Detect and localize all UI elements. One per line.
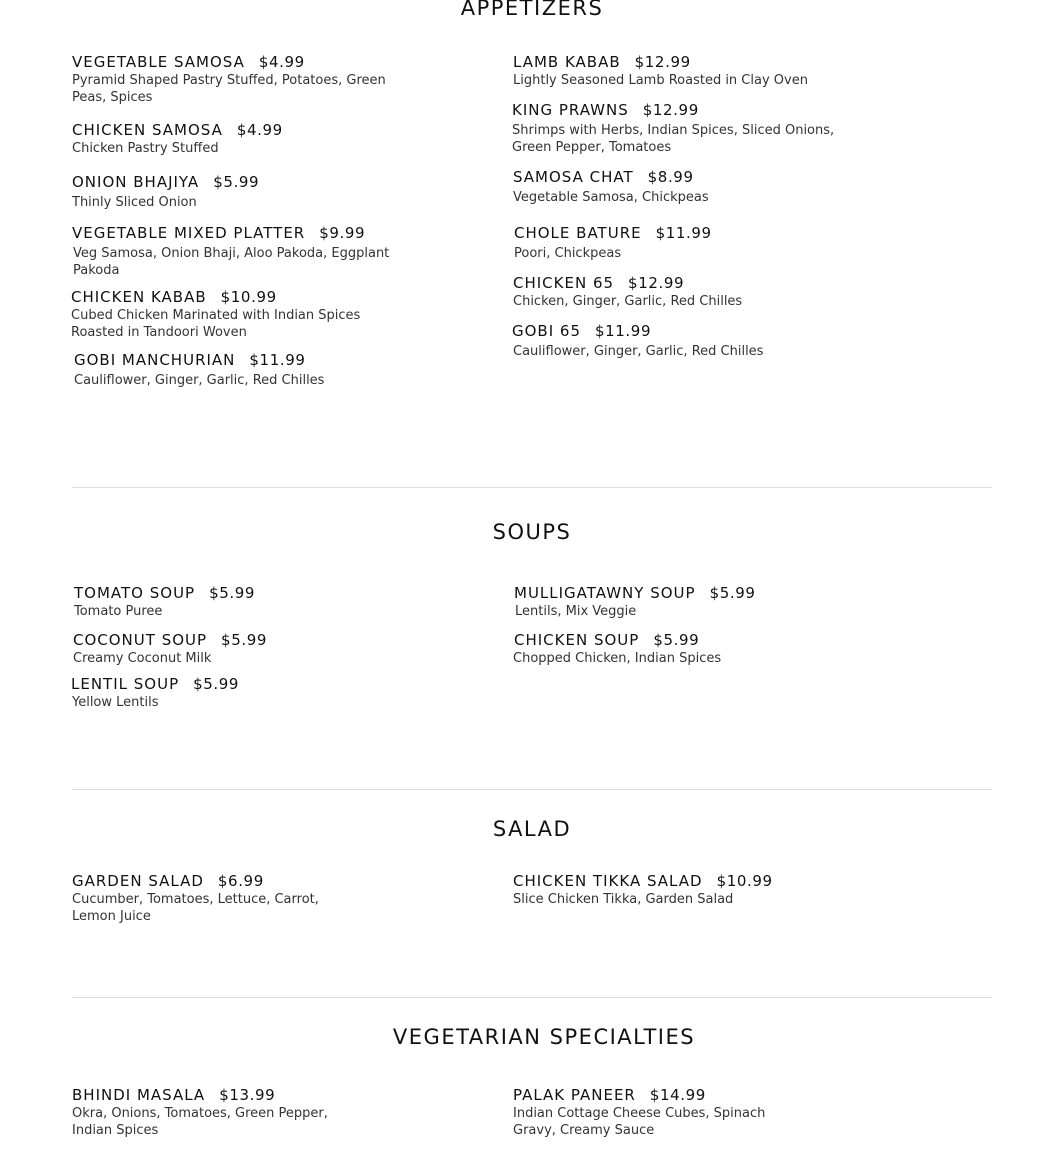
item-name: GARDEN SALAD — [72, 872, 204, 890]
item-name: ONION BHAJIYA — [72, 173, 200, 191]
menu-item-onion-bhajiya — [72, 173, 392, 211]
item-price: $5.99 — [209, 584, 256, 602]
item-name: VEGETABLE MIXED PLATTER — [72, 224, 306, 242]
item-description: Poori, Chickpeas — [514, 246, 622, 261]
item-name: GOBI 65 — [512, 322, 581, 340]
item-description: Okra, Onions, Tomatoes, Green Pepper, Indian Spices — [72, 1106, 328, 1138]
menu-item-mulligatawny-soup — [514, 584, 874, 620]
menu-item-vegetable-mixed-platter — [72, 224, 392, 279]
menu-item-gobi-65 — [512, 322, 872, 360]
item-name: BHINDI MASALA — [72, 1086, 206, 1104]
item-description: Pyramid Shaped Pastry Stuffed, Potatoes, Green Peas, Spices — [72, 73, 386, 105]
item-price: $4.99 — [258, 53, 305, 71]
menu-item-gobi-manchurian — [74, 351, 394, 389]
item-price: $6.99 — [217, 872, 264, 890]
section-divider — [72, 997, 992, 998]
item-price: $4.99 — [236, 121, 283, 139]
section-divider — [72, 789, 992, 790]
item-description: Tomato Puree — [74, 604, 163, 619]
item-name: CHICKEN SOUP — [514, 631, 640, 649]
item-description: Chicken, Ginger, Garlic, Red Chilles — [513, 294, 743, 309]
item-description: Lightly Seasoned Lamb Roasted in Clay Oven — [513, 73, 808, 88]
item-price: $5.99 — [213, 173, 260, 191]
menu-item-chicken-65 — [513, 274, 873, 310]
item-name: CHICKEN SAMOSA — [72, 121, 223, 139]
item-name: LAMB KABAB — [513, 53, 621, 71]
item-name: LENTIL SOUP — [71, 675, 180, 693]
item-price: $11.99 — [249, 351, 306, 369]
menu-item-vegetable-samosa — [72, 53, 392, 106]
menu-item-chicken-samosa — [72, 121, 392, 157]
item-name: CHICKEN 65 — [513, 274, 615, 292]
menu-item-garden-salad — [72, 872, 342, 925]
menu-item-chicken-tikka-salad — [513, 872, 873, 908]
item-description: Chicken Pastry Stuffed — [72, 141, 219, 156]
item-price: $11.99 — [595, 322, 652, 340]
item-price: $5.99 — [653, 631, 700, 649]
item-price: $8.99 — [647, 168, 694, 186]
item-description: Shrimps with Herbs, Indian Spices, Sliced Onions, Green Pepper, Tomatoes — [512, 123, 835, 155]
menu-item-king-prawns — [512, 101, 852, 156]
item-name: SAMOSA CHAT — [513, 168, 634, 186]
item-name: TOMATO SOUP — [74, 584, 196, 602]
item-description: Veg Samosa, Onion Bhaji, Aloo Pakoda, Eggplant Pakoda — [73, 246, 390, 278]
item-description: Creamy Coconut Milk — [73, 651, 212, 666]
item-name: KING PRAWNS — [512, 101, 629, 119]
item-description: Vegetable Samosa, Chickpeas — [513, 190, 709, 205]
item-price: $12.99 — [634, 53, 691, 71]
item-price: $14.99 — [649, 1086, 706, 1104]
item-name: PALAK PANEER — [513, 1086, 636, 1104]
section-title-appetizers: APPETIZERS — [460, 0, 604, 20]
section-divider — [72, 487, 992, 488]
item-price: $5.99 — [221, 631, 267, 649]
menu-item-chicken-kabab — [71, 288, 371, 341]
item-description: Cubed Chicken Marinated with Indian Spices Roasted in Tandoori Woven — [71, 308, 361, 340]
section-title-vegetarian-specialties: VEGETARIAN SPECIALTIES — [392, 1025, 696, 1049]
item-price: $9.99 — [319, 224, 366, 242]
menu-item-chicken-soup — [514, 631, 874, 667]
item-description: Slice Chicken Tikka, Garden Salad — [513, 892, 734, 907]
item-description: Cauliflower, Ginger, Garlic, Red Chilles — [513, 344, 764, 359]
item-price: $13.99 — [219, 1086, 276, 1104]
menu-item-coconut-soup — [73, 631, 413, 667]
menu-item-palak-paneer — [513, 1086, 803, 1139]
item-name: VEGETABLE SAMOSA — [72, 53, 245, 71]
item-price: $12.99 — [642, 101, 699, 119]
item-price: $11.99 — [655, 224, 712, 242]
item-description: Yellow Lentils — [72, 695, 159, 710]
item-description: Cucumber, Tomatoes, Lettuce, Carrot, Lemon Juice — [72, 892, 319, 924]
item-description: Cauliflower, Ginger, Garlic, Red Chilles — [74, 373, 325, 388]
menu-item-samosa-chat — [513, 168, 873, 206]
menu-item-chole-bature — [514, 224, 874, 262]
menu-item-bhindi-masala — [72, 1086, 362, 1139]
item-name: CHOLE BATURE — [514, 224, 642, 242]
item-description: Thinly Sliced Onion — [72, 195, 197, 210]
section-title-soups: SOUPS — [492, 520, 572, 544]
item-name: GOBI MANCHURIAN — [74, 351, 236, 369]
item-name: CHICKEN TIKKA SALAD — [513, 872, 703, 890]
item-price: $10.99 — [220, 288, 277, 306]
item-price: $5.99 — [709, 584, 756, 602]
item-name: COCONUT SOUP — [73, 631, 208, 649]
section-title-salad: SALAD — [492, 817, 572, 841]
item-name: CHICKEN KABAB — [71, 288, 207, 306]
item-price: $10.99 — [716, 872, 773, 890]
item-description: Indian Cottage Cheese Cubes, Spinach Gravy, Creamy Sauce — [513, 1106, 766, 1138]
item-price: $12.99 — [628, 274, 685, 292]
menu-item-tomato-soup — [74, 584, 414, 620]
menu-item-lamb-kabab — [513, 53, 873, 89]
item-name: MULLIGATAWNY SOUP — [514, 584, 696, 602]
item-description: Lentils, Mix Veggie — [515, 604, 637, 619]
item-description: Chopped Chicken, Indian Spices — [513, 651, 722, 666]
menu-item-lentil-soup — [71, 675, 411, 711]
item-price: $5.99 — [193, 675, 240, 693]
